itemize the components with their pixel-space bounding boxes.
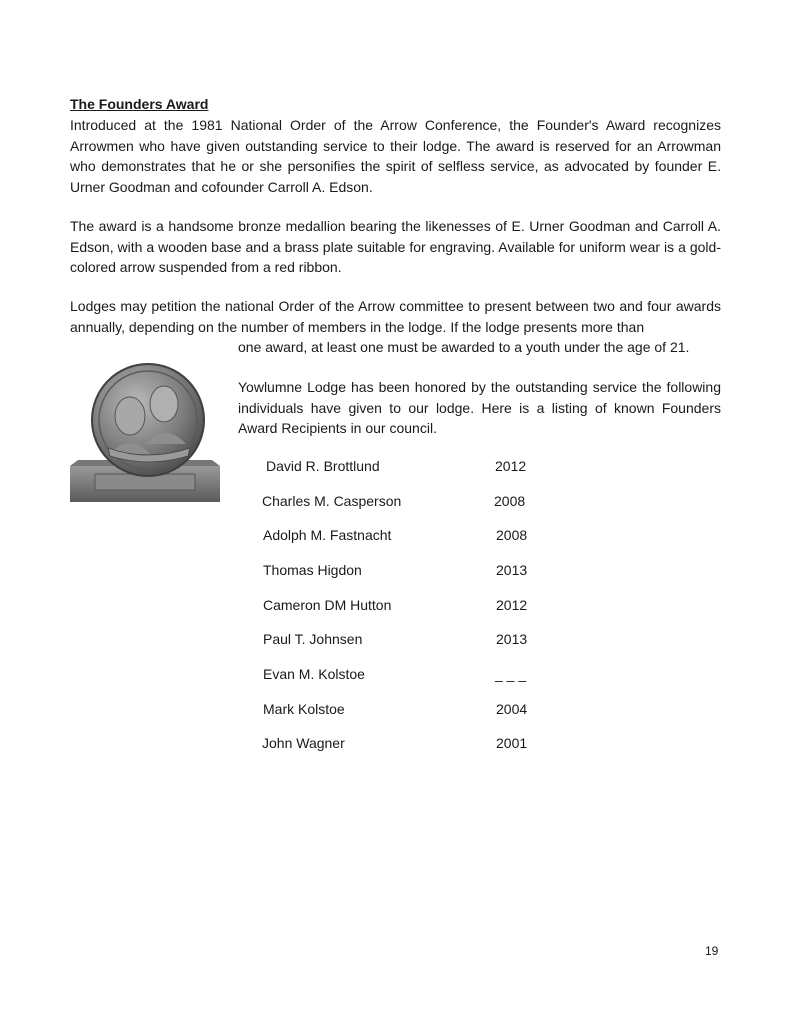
recipient-name: Thomas Higdon [263, 562, 362, 578]
list-item [263, 560, 563, 580]
recipient-year: 2012 [496, 597, 528, 613]
list-item [263, 595, 563, 615]
recipient-year: _ _ _ [495, 666, 527, 682]
lodge-paragraph: Yowlumne Lodge has been honored by the outstanding service the following individuals have given to our lodge. Here is a listing of known Founders Award Recipients in our council. [238, 379, 721, 436]
recipient-year: 2008 [494, 493, 526, 509]
recipient-year: 2008 [496, 527, 528, 543]
section-title: The Founders Award [70, 96, 209, 112]
recipient-year: 2004 [496, 701, 528, 717]
recipient-name: Adolph M. Fastnacht [263, 527, 392, 543]
list-item [262, 491, 562, 511]
medallion-image [70, 362, 220, 507]
description-paragraph: The award is a handsome bronze medallion bearing the likenesses of E. Urner Goodman and Carroll A. Edson, with a wooden base and a brass plate suitable for engraving. Available for uniform wear is a gold-colored arrow suspended from a red ribbon. [70, 218, 721, 275]
list-item [263, 664, 563, 684]
page-number: 19 [705, 944, 719, 958]
recipient-year: 2001 [496, 735, 528, 751]
list-item [262, 733, 562, 753]
recipient-name: David R. Brottlund [266, 458, 380, 474]
recipient-name: Mark Kolstoe [263, 701, 345, 717]
recipient-name: Cameron DM Hutton [263, 597, 392, 613]
list-item [266, 456, 566, 476]
recipient-year: 2013 [496, 631, 528, 647]
list-item [263, 699, 563, 719]
recipient-name: Charles M. Casperson [262, 493, 402, 509]
list-item [263, 525, 563, 545]
intro-paragraph: Introduced at the 1981 National Order of the Arrow Conference, the Founder's Award recognizes Arrowmen who have given outstanding service to their lodge. The award is reserved for an Arrowman who demonstrates that he or she personifies the spirit of selfless service, as advocated by founder E. Urner Goodman and cofounder Carroll A. Edson. [70, 117, 721, 195]
petition-paragraph [70, 296, 721, 358]
recipient-name: Evan M. Kolstoe [263, 666, 365, 682]
petition-line-2: one award, at least one must be awarded to a youth under the age of 21. [238, 339, 690, 355]
recipient-name: Paul T. Johnsen [263, 631, 363, 647]
recipient-year: 2013 [496, 562, 528, 578]
list-item [263, 629, 563, 649]
recipient-name: John Wagner [262, 735, 345, 751]
recipient-year: 2012 [495, 458, 527, 474]
petition-line-1: Lodges may petition the national Order of the Arrow committee to present between two and four awards annually, depending on the number of members in the lodge. If the lodge presents more than [70, 298, 721, 335]
